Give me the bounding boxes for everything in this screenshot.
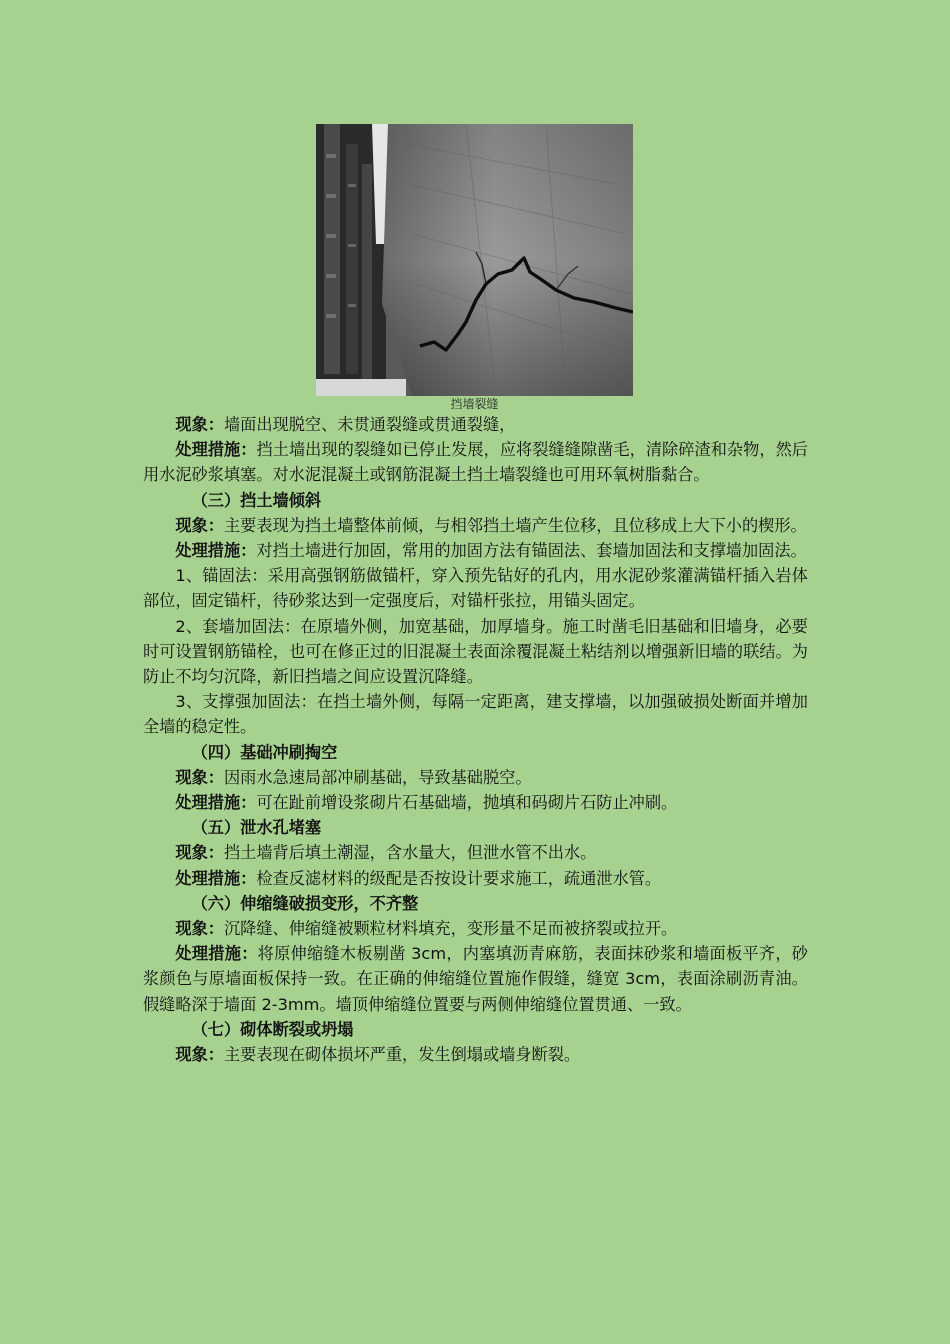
paragraph-label: 处理措施： bbox=[175, 541, 257, 561]
body-paragraph bbox=[143, 563, 808, 613]
paragraph-label: 现象： bbox=[175, 843, 224, 863]
section-heading: （三）挡土墙倾斜 bbox=[191, 490, 322, 510]
retaining-wall-crack-photo bbox=[316, 124, 633, 396]
paragraph-text: 挡土墙背后填土潮湿，含水量大，但泄水管不出水。 bbox=[223, 843, 597, 863]
paragraph-label: 现象： bbox=[175, 515, 224, 535]
article-body bbox=[143, 412, 808, 1067]
paragraph-text: 1、锚固法：采用高强钢筋做锚杆，穿入预先钻好的孔内，用水泥砂浆灌满锚杆插入岩体部位，固定锚杆，待砂浆达到一定强度后，对锚杆张拉，用锚头固定。 bbox=[143, 566, 808, 611]
body-paragraph bbox=[143, 538, 808, 563]
body-paragraph bbox=[143, 866, 808, 891]
body-paragraph bbox=[143, 1042, 808, 1067]
figure-caption: 挡墙裂缝 bbox=[450, 397, 499, 411]
paragraph-label: 现象： bbox=[175, 767, 224, 787]
paragraph-label: 现象： bbox=[175, 1045, 224, 1065]
body-paragraph bbox=[143, 941, 808, 1017]
paragraph-text: 主要表现为挡土墙整体前倾，与相邻挡土墙产生位移，且位移成上大下小的楔形。 bbox=[223, 515, 807, 535]
body-paragraph bbox=[143, 790, 808, 815]
section-heading: （五）泄水孔堵塞 bbox=[191, 818, 322, 838]
body-paragraph bbox=[143, 614, 808, 690]
paragraph-text: 可在趾前增设浆砌片石基础墙，抛填和码砌片石防止冲刷。 bbox=[256, 793, 678, 813]
paragraph-text: 墙面出现脱空、未贯通裂缝或贯通裂缝， bbox=[223, 415, 516, 434]
body-paragraph bbox=[143, 437, 808, 487]
paragraph-text: 3、支撑强加固法：在挡土墙外侧，每隔一定距离，建支撑墙，以加强破损处断面并增加全墙的稳定性。 bbox=[143, 692, 808, 737]
paragraph-text: 对挡土墙进行加固，常用的加固方法有锚固法、套墙加固法和支撑墙加固法。 bbox=[256, 541, 807, 561]
section-heading: （六）伸缩缝破损变形，不齐整 bbox=[191, 893, 419, 913]
paragraph-label: 处理措施： bbox=[175, 440, 257, 460]
paragraph-text: 检查反滤材料的级配是否按设计要求施工，疏通泄水管。 bbox=[256, 868, 662, 888]
paragraph-label: 处理措施： bbox=[175, 793, 257, 813]
paragraph-text: 沉降缝、伸缩缝被颗粒材料填充，变形量不足而被挤裂或拉开。 bbox=[223, 919, 678, 939]
section-heading: （七）砌体断裂或坍塌 bbox=[191, 1019, 354, 1039]
body-paragraph bbox=[143, 412, 808, 437]
body-paragraph bbox=[143, 689, 808, 739]
section-heading: （四）基础冲刷掏空 bbox=[191, 742, 338, 762]
paragraph-label: 现象： bbox=[175, 415, 224, 434]
paragraph-text: 因雨水急速局部冲刷基础，导致基础脱空。 bbox=[223, 767, 532, 787]
paragraph-label: 处理措施： bbox=[175, 944, 258, 964]
body-paragraph bbox=[143, 765, 808, 790]
body-paragraph bbox=[143, 916, 808, 941]
body-paragraph bbox=[143, 513, 808, 538]
paragraph-text: 2、套墙加固法：在原墙外侧，加宽基础，加厚墙身。施工时凿毛旧基础和旧墙身，必要时可设置钢筋锚栓，也可在修正过的旧混凝土表面涂覆混凝土粘结剂以增强新旧墙的联结。为防止不均匀沉降，新旧挡墙之间应设置沉降缝。 bbox=[143, 616, 808, 687]
body-paragraph bbox=[143, 840, 808, 865]
paragraph-text: 挡土墙出现的裂缝如已停止发展，应将裂缝缝隙凿毛，清除碎渣和杂物，然后用水泥砂浆填塞。对水泥混凝土或钢筋混凝土挡土墙裂缝也可用环氧树脂黏合。 bbox=[143, 440, 808, 485]
paragraph-label: 处理措施： bbox=[175, 868, 257, 888]
paragraph-text: 将原伸缩缝木板剔凿 3cm，内塞填沥青麻筋，表面抹砂浆和墙面板平齐，砂浆颜色与原墙面板保持一致。在正确的伸缩缝位置施作假缝，缝宽 3cm，表面涂刷沥青油。假缝略深于墙面 2-3mm。墙顶伸缩缝位置要与两侧伸缩缝位置贯通、一致。 bbox=[143, 944, 808, 1014]
paragraph-text: 主要表现在砌体损坏严重，发生倒塌或墙身断裂。 bbox=[223, 1045, 581, 1065]
crack-photo-image bbox=[316, 124, 633, 396]
paragraph-label: 现象： bbox=[175, 919, 224, 939]
